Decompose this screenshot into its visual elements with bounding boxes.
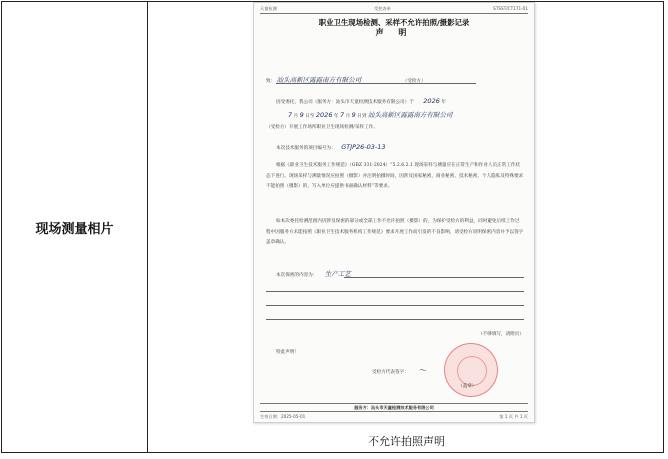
month-1: 7 (288, 111, 293, 119)
secret-label: 本次保密的内容为： (276, 273, 318, 278)
page-info: 第 1 页 共 1 页 (499, 414, 528, 419)
to-prefix: 致： (266, 79, 276, 84)
header-rule (260, 13, 528, 14)
signer-line (372, 365, 426, 376)
project-no-label: 本次技术服务的项目编号为： (276, 146, 336, 151)
project-line (276, 143, 386, 151)
service-footer: 服务方：汕头市天童检测技术服务有限公司 (354, 405, 434, 410)
year-1: 2026 (423, 97, 440, 105)
client-name-2: 汕头高新区露露南方有限公司 (367, 111, 453, 119)
addressee-suffix: （受检方） (402, 79, 426, 84)
project-no: GTJP26-03-13 (341, 143, 386, 151)
effective-date: 生效日期：2025-05-01 (260, 414, 306, 419)
secret-underline-4 (266, 319, 524, 320)
secret-content: 生产工艺 (324, 270, 351, 278)
special-statement: 特此声明！ (276, 350, 299, 355)
doc-header-left: 天童检测 (260, 6, 277, 11)
doc-title: 职业卫生现场检测、采样不允许拍照/摄影记录 (318, 18, 470, 27)
para1-line3: （受检方）开展工作场所职业卫生现场检测/采样工作。 (266, 125, 378, 130)
addressee-name: 汕头高新区露露南方有限公司 (276, 76, 362, 84)
secret-underline-2 (266, 291, 524, 292)
table-divider (147, 2, 148, 452)
secret-line (276, 269, 351, 278)
addressee-underline (276, 83, 476, 84)
photo-caption: 不允许拍照声明 (368, 435, 445, 448)
footer-rule-2 (260, 411, 528, 412)
doc-subtitle: 声 明 (375, 28, 413, 37)
doc-header-center: 受控表单 (374, 6, 391, 11)
month-2: 7 (339, 111, 345, 119)
secret-underline-1 (344, 277, 524, 278)
paragraph-2: 根据《职业卫生技术服务工作规范》（GBZ 331-2024）“5.2.6.2.1 现场采样与测量应在正常生产和作业人员正常工作状态下进行。现场采样与测量情况应拍照（摄影）并注明拍摄时间，因涉及国家秘密、商业秘密、技术秘密、个人隐私及特殊要求不能拍照（摄影）的，写入单位应提供书面确认材料”等要求。 (266, 163, 524, 189)
doc-header-right: STSST/CT171-01 (493, 6, 528, 11)
signer-label: 受检方代表签字： (372, 370, 409, 375)
footer-rule-1 (260, 403, 528, 404)
para1-b: 日到 (357, 114, 367, 119)
day-1: 9 (299, 111, 304, 119)
para1-line1: 因受委托，我公司（服务方：汕头市天童检测技术服务有限公司）于 2026 年 (276, 97, 446, 105)
scanned-document (253, 2, 535, 423)
day-2: 9 (351, 111, 356, 119)
seal-label: （盖章） (458, 384, 477, 389)
paragraph-3: 如本次委托检测范围内因涉及保密的部分或全部工作不允许拍照（摄影）的，为保护受检方的利益，同时避免后续工作过程中因服务方未能按照《职业卫生技术服务机构工作规范》要求开展工作而引发的不良影响，请受检方说明保密内容并予以签字盖章确认。 (266, 219, 524, 245)
right-note: （不够填写，请附页） (478, 332, 524, 337)
secret-underline-3 (266, 305, 524, 306)
para1-a: 因受委托，我公司（服务方：汕头市天童检测技术服务有限公司）于 (276, 100, 414, 105)
row-label: 现场测量相片 (35, 221, 114, 237)
signature: 〜 (418, 366, 427, 375)
year-2: 2026 (315, 111, 333, 119)
para1-line2: 7 月 9 日至 2026 年 7 月 9 日到 汕头高新区露露南方有限公司 (288, 111, 453, 119)
